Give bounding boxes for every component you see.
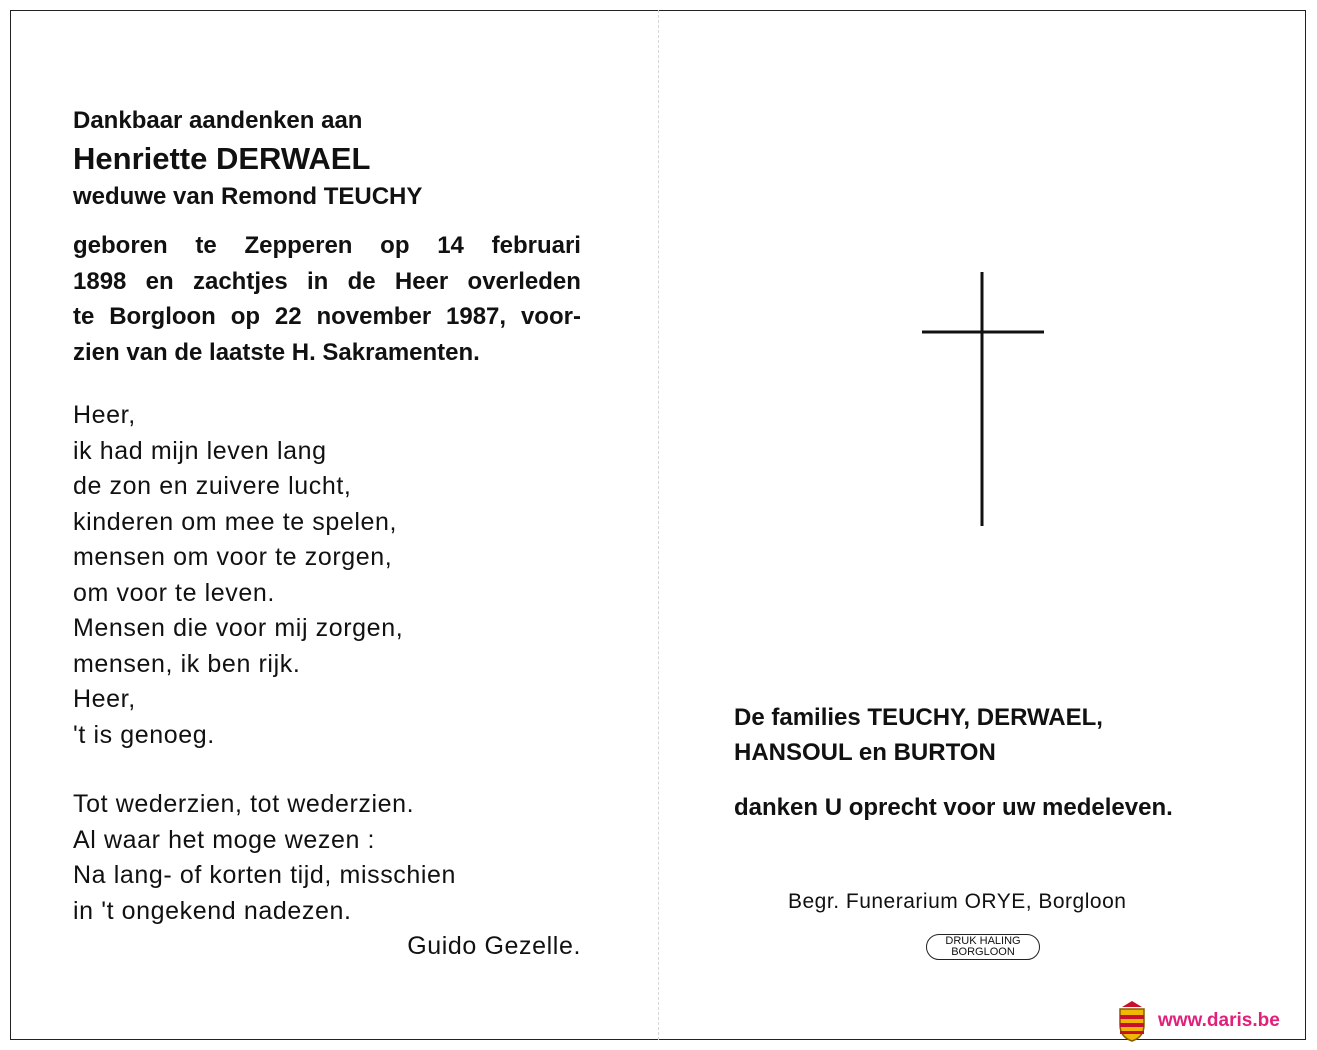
watermark (1116, 998, 1312, 1044)
coat-of-arms-icon (1116, 999, 1148, 1043)
bio-word: de (347, 267, 376, 295)
poem-line: in 't ongekend nadezen. (73, 896, 352, 925)
poem-line: Mensen die voor mij zorgen, (73, 614, 404, 643)
bio-word: in (306, 267, 329, 295)
bio-word: op (380, 232, 410, 259)
thanks-message (734, 700, 1294, 825)
bio-word: 1987, (446, 303, 507, 331)
bio-word: geboren (73, 232, 168, 259)
poem-line: kinderen om mee te spelen, (73, 507, 398, 536)
bio-line (73, 228, 581, 264)
poem-line: Tot wederzien, tot wederzien. (73, 790, 415, 819)
bio-word: overleden (467, 267, 581, 295)
poem-line: Na lang- of korten tijd, misschien (73, 861, 457, 890)
fold-line (658, 10, 659, 1040)
bio-word: op (230, 303, 261, 331)
funeral-home: Begr. Funerarium ORYE, Borgloon (788, 890, 1127, 913)
bio-word: Borgloon (109, 303, 216, 331)
thanks-line: De families TEUCHY, DERWAEL, (734, 704, 1103, 731)
bio-word: te (73, 303, 95, 331)
poem-line: ik had mijn leven lang (73, 436, 327, 465)
poem-author: Guido Gezelle. (407, 932, 581, 961)
bio-word: november (316, 303, 432, 331)
poem-line: om voor te leven. (73, 578, 275, 607)
printer-mark (926, 934, 1040, 960)
bio-word: zachtjes (192, 267, 288, 295)
latin-cross-icon (922, 272, 1044, 526)
poem-stanza-1 (73, 398, 593, 753)
bio-word: 22 (274, 303, 302, 331)
bio-word: Heer (394, 267, 449, 295)
poem-line: de zon en zuivere lucht, (73, 472, 352, 501)
bio-word: te (195, 232, 217, 259)
watermark-url: www.daris.be (1158, 1010, 1280, 1031)
bio-word: en (145, 267, 174, 295)
card-heading: Dankbaar aandenken aan (73, 107, 363, 134)
poem-line: mensen om voor te zorgen, (73, 543, 393, 572)
bio-word: Zepperen (244, 232, 353, 259)
bio-word: 14 (437, 232, 464, 259)
bio-word: 1898 (73, 267, 127, 295)
thanks-line: HANSOUL en BURTON (734, 739, 996, 766)
deceased-name: Henriette DERWAEL (73, 141, 371, 176)
printer-name: DRUK HALING (945, 935, 1021, 947)
bio-line (73, 264, 581, 300)
poem-line: Heer, (73, 401, 136, 430)
poem-line: mensen, ik ben rijk. (73, 649, 301, 678)
bio-line (73, 299, 581, 335)
printer-town: BORGLOON (951, 946, 1015, 958)
poem-line: 't is genoeg. (73, 720, 215, 749)
thanks-line: danken U oprecht voor uw medeleven. (734, 794, 1173, 821)
poem-stanza-2 (73, 787, 593, 929)
bio-word: voor- (520, 303, 581, 331)
left-panel (73, 104, 593, 964)
poem-line: Al waar het moge wezen : (73, 825, 376, 854)
poem-line: Heer, (73, 685, 136, 714)
widow-of: weduwe van Remond TEUCHY (73, 183, 423, 210)
bio-line: zien van de laatste H. Sakramenten. (73, 338, 480, 366)
biography (73, 228, 593, 370)
bio-word: februari (491, 232, 581, 259)
